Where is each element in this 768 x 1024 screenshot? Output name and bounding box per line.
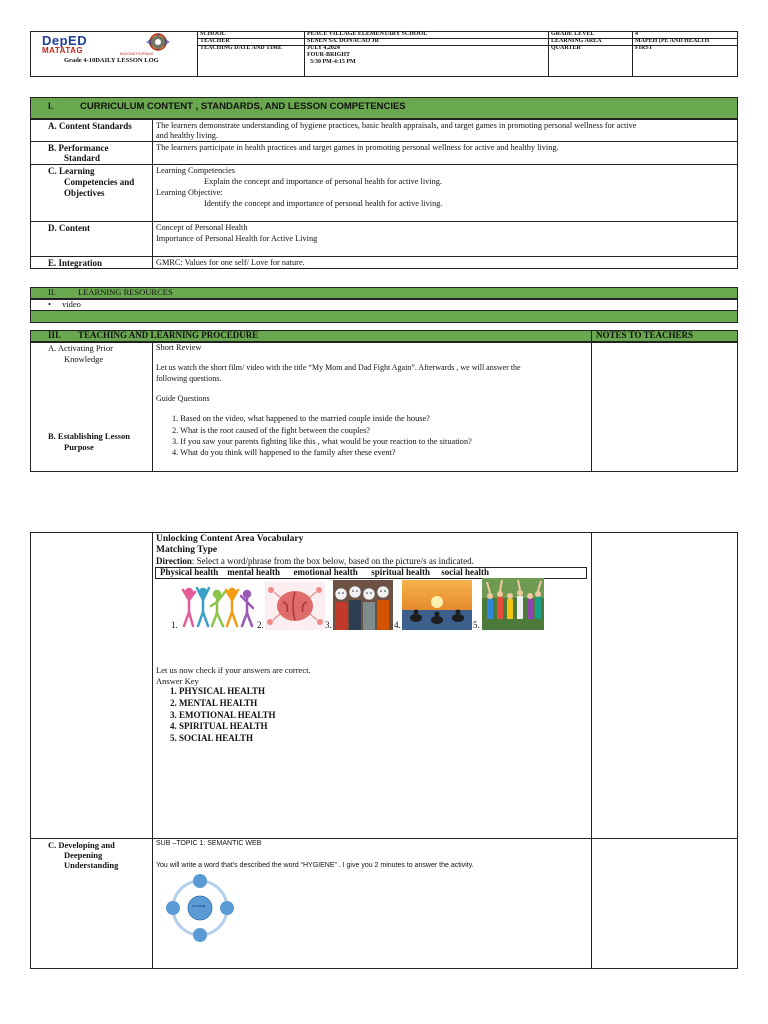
area-value: MAPEH (PE AND HEALTH xyxy=(635,38,710,44)
competencies-text-2: Explain the concept and importance of personal health for active living. xyxy=(204,177,442,186)
question-2: 2. What is the root caused of the fight between the couples? xyxy=(172,426,370,435)
competencies-label-2: Competencies and xyxy=(64,177,135,187)
competencies-text-1: Learning Competencies xyxy=(156,166,236,175)
direction-label: Direction xyxy=(156,556,192,566)
semantic-web-hub-label: HYGIENE xyxy=(192,904,206,908)
integration-label: E. Integration xyxy=(48,258,102,268)
developing-label-2: Deepening xyxy=(64,850,103,860)
notes-to-teachers-title: NOTES TO TEACHERS xyxy=(596,330,694,340)
pic-num-4: 4. xyxy=(394,620,401,630)
activating-label-2: Knowledge xyxy=(64,354,104,364)
content-label: D. Content xyxy=(48,223,90,233)
answer-1: 1. PHYSICAL HEALTH xyxy=(170,686,265,696)
pic-num-1: 1. xyxy=(171,620,178,630)
school-label: SCHOOL xyxy=(200,31,226,37)
direction-text: : Select a word/phrase from the box below, based on the picture/s as indicated. xyxy=(191,556,474,566)
subtopic-title: SUB –TOPIC 1: SEMANTIC WEB xyxy=(156,840,262,847)
developing-label-1: C. Developing and xyxy=(48,840,115,850)
social-health-picture xyxy=(482,578,544,630)
content-standards-text-1: The learners demonstrate understanding of hygiene practices, basic health appraisals, and target games in promoting personal wellness for active xyxy=(156,121,637,130)
deped-logo: DepED xyxy=(42,33,88,48)
answer-3: 3. EMOTIONAL HEALTH xyxy=(170,710,276,720)
section2-row xyxy=(30,299,738,311)
log-title: Grade 4-10DAILY LESSON LOG xyxy=(64,57,159,64)
content-standards-text-2: and healthy living. xyxy=(156,131,218,140)
section2-number: II. xyxy=(48,287,56,297)
question-4: 4. What do you think will happened to the family after these event? xyxy=(172,448,396,457)
intro-text-1: Let us watch the short film/ video with the title “My Mom and Dad Fight Again”. Afterwards , we will answer the xyxy=(156,363,521,372)
question-1: 1. Based on the video, what happened to the married couple inside the house? xyxy=(172,414,430,423)
date-value-3: 3:30 PM-4:15 PM xyxy=(310,59,356,65)
section3-title: TEACHING AND LEARNING PROCEDURE xyxy=(78,330,259,340)
activity-instructions: You will write a word that's described the word “HYGIENE” . I give you 2 minutes to answer the activity. xyxy=(156,862,474,869)
quarter-label: QUARTER xyxy=(551,45,581,51)
guide-questions-label: Guide Questions xyxy=(156,394,210,403)
content-text-2: Importance of Personal Health for Active Living xyxy=(156,234,318,243)
check-answers-text: Let us now check if your answers are correct. xyxy=(156,665,311,675)
date-value-2: FOUR-BRIGHT xyxy=(307,52,351,58)
activating-label-1: A. Activating Prior xyxy=(48,343,113,353)
performance-standard-label-2: Standard xyxy=(64,153,101,163)
grade-label: GRADE LEVEL xyxy=(551,31,595,37)
answer-key-label: Answer Key xyxy=(156,676,199,686)
competencies-label-3: Objectives xyxy=(64,188,105,198)
establishing-label-1: B. Establishing Lesson xyxy=(48,431,130,441)
pic-num-2: 2. xyxy=(257,620,264,630)
section2-title: LEARNING RESOURCES xyxy=(78,287,173,297)
answer-4: 4. SPIRITUAL HEALTH xyxy=(170,721,268,731)
pic-num-3: 3. xyxy=(325,620,332,630)
emotional-health-picture xyxy=(333,580,393,630)
grade-value: 4 xyxy=(635,31,638,37)
performance-standard-text: The learners participate in health practices and target games in promoting personal wellness for active and healthy living. xyxy=(156,143,559,152)
intro-text-2: following questions. xyxy=(156,374,222,383)
area-label: LEARNING AREA xyxy=(551,38,602,44)
competencies-text-3: Learning Objective: xyxy=(156,188,223,197)
establishing-label-2: Purpose xyxy=(64,442,94,452)
short-review: Short Review xyxy=(156,343,202,352)
quarter-value: FIRST xyxy=(635,45,653,51)
bagong-pilipinas-text: BAGONG PILIPINAS xyxy=(120,52,154,56)
date-label: TEACHING DATE AND TIME xyxy=(200,45,282,51)
bagong-pilipinas-seal xyxy=(132,33,184,53)
question-3: 3. If you saw your parents fighting like this , what would be your reaction to the situation? xyxy=(172,437,472,446)
resource-bullet: • xyxy=(48,299,51,309)
matching-type: Matching Type xyxy=(156,545,218,555)
answer-5: 5. SOCIAL HEALTH xyxy=(170,733,253,743)
pic-num-5: 5. xyxy=(473,620,480,630)
content-text-1: Concept of Personal Health xyxy=(156,223,248,232)
competencies-text-4: Identify the concept and importance of personal health for active living. xyxy=(204,199,443,208)
section2-spacer-bar xyxy=(30,311,738,323)
spiritual-health-picture xyxy=(402,580,472,630)
section1-title: CURRICULUM CONTENT , STANDARDS, AND LESSON COMPETENCIES xyxy=(80,101,406,112)
competencies-label-1: C. Learning xyxy=(48,166,95,176)
word-box-text: Physical health mental health emotional health spiritual health social health xyxy=(160,567,490,577)
mental-health-picture xyxy=(265,582,325,630)
teacher-value: SENEN SA. DONACAO JR xyxy=(307,38,380,44)
unlocking-title: Unlocking Content Area Vocabulary xyxy=(156,534,304,544)
content-standards-label: A. Content Standards xyxy=(48,121,132,131)
resource-item: video xyxy=(62,299,81,309)
date-value-1: JULY 4,2024 xyxy=(307,45,340,51)
section3-number: III. xyxy=(48,330,61,340)
school-value: PEACE VILLAGE ELEMENTARY SCHOOL xyxy=(307,31,428,37)
performance-standard-label-1: B. Performance xyxy=(48,143,109,153)
integration-text: GMRC: Values for one self/ Love for nature. xyxy=(156,258,305,267)
answer-2: 2. MENTAL HEALTH xyxy=(170,698,258,708)
developing-label-3: Understanding xyxy=(64,860,119,870)
matatag-logo: MATATAG xyxy=(42,46,84,55)
direction-line xyxy=(156,556,474,567)
section1-number: I. xyxy=(48,101,54,112)
teacher-label: TEACHER xyxy=(200,38,230,44)
physical-health-picture xyxy=(181,582,256,630)
